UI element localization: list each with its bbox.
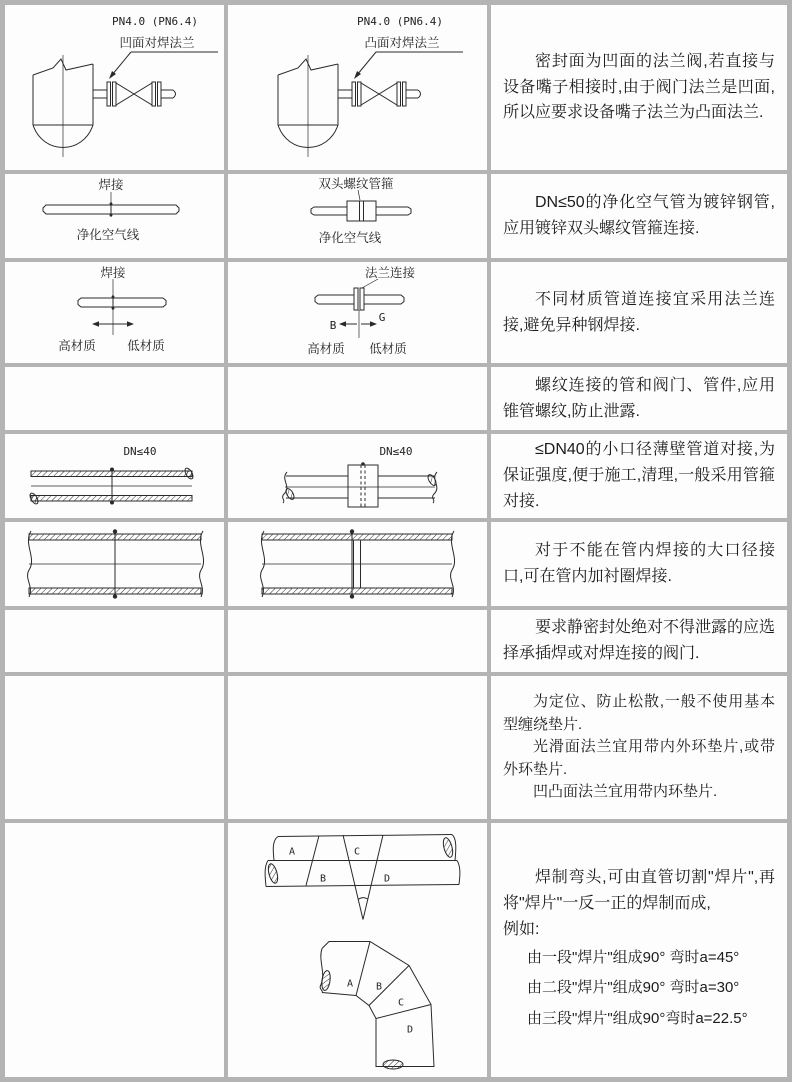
dn40-label: DN≤40	[123, 445, 157, 458]
weld-dot	[350, 594, 354, 598]
cell-r1-note	[491, 5, 787, 170]
note-text: ≤DN40的小口径薄壁管道对接,为保证强度,便于施工,清理,一般采用管箍对接.	[503, 441, 775, 510]
elbow-segment-d-label: D	[406, 1024, 414, 1036]
diagram-concave-weld-flange-valve	[5, 5, 224, 170]
weld-dot	[110, 468, 114, 472]
pipe-drawing	[78, 279, 166, 335]
cell-r7c1-empty	[5, 610, 224, 672]
weld-dot	[361, 462, 365, 466]
cell-r1c2	[228, 5, 487, 170]
cell-r3-note	[491, 262, 787, 363]
cell-r6-note	[491, 522, 787, 606]
air-line-label: 净化空气线	[76, 228, 140, 242]
low-material-label: 低材质	[369, 342, 407, 356]
right-arrowhead	[370, 321, 377, 326]
segment-a-label: A	[288, 846, 296, 858]
pn-rating-label: PN4.0 (PN6.4)	[356, 15, 444, 28]
cell-r2c2	[228, 174, 487, 258]
vessel-and-valve-drawing	[278, 15, 463, 157]
flange-type-label: 凹面对焊法兰	[119, 36, 195, 50]
diagram-large-bore-backing-ring-weld	[228, 522, 487, 606]
cell-r7c2-empty	[228, 610, 487, 672]
cell-r6c2	[228, 522, 487, 606]
cell-r8c1-empty	[5, 676, 224, 819]
gap-b-label: B	[329, 319, 337, 332]
flange-type-label: 凸面对焊法兰	[364, 36, 440, 50]
right-arrowhead	[127, 321, 134, 326]
cell-r5c1	[5, 434, 224, 518]
cell-r4-note	[491, 367, 787, 430]
left-arrowhead	[339, 321, 346, 326]
diagram-convex-weld-flange-valve	[228, 5, 487, 170]
weld-dot	[350, 529, 354, 533]
note-text: 凹凸面法兰宜用带内环垫片.	[533, 783, 718, 801]
weld-label: 焊接	[98, 178, 124, 192]
note-text: 光滑面法兰宜用带内外环垫片,或带外环垫片.	[503, 738, 775, 778]
cut-angle-arc	[358, 898, 368, 900]
cell-r3c1	[5, 262, 224, 363]
cell-r8-note	[491, 676, 787, 819]
gap-g-label: G	[378, 311, 386, 324]
elbow-drawing	[320, 942, 434, 1070]
weld-label: 焊接	[100, 266, 126, 280]
weld-dot	[110, 202, 113, 205]
cell-r3c2	[228, 262, 487, 363]
cell-r9c1-empty	[5, 823, 224, 1077]
elbow-segment-b-label: B	[375, 981, 383, 993]
cell-r6c1	[5, 522, 224, 606]
coupling-label: 双头螺纹管箍	[318, 177, 394, 191]
cell-r5c2	[228, 434, 487, 518]
high-material-label: 高材质	[307, 342, 345, 356]
note-example-heading: 例如:	[503, 920, 540, 938]
cell-r9c2	[228, 823, 487, 1077]
cell-r8c2-empty	[228, 676, 487, 819]
segment-c-label: C	[353, 846, 361, 858]
cell-r2-note	[491, 174, 787, 258]
pipe-drawing	[28, 467, 194, 505]
note-text: DN≤50的净化空气管为镀锌钢管,应用镀锌双头螺纹管箍连接.	[503, 194, 775, 237]
diagram-large-bore-butt-weld	[5, 522, 224, 606]
note-text: 螺纹连接的管和阀门、管件,应用锥管螺纹,防止泄露.	[503, 376, 775, 420]
note-intro: 焊制弯头,可由直管切割"焊片",再将"焊片"一反一正的焊制而成,	[503, 869, 775, 912]
pipe-drawing	[261, 531, 455, 597]
weld-dot	[113, 594, 117, 598]
pipe-drawing	[315, 279, 404, 338]
note-example-1: 由一段"焊片"组成90° 弯时a=45°	[527, 948, 740, 966]
diagram-small-bore-butt-joint	[5, 434, 224, 518]
diagram-welded-air-line	[5, 174, 224, 258]
pipe-drawing	[28, 531, 204, 597]
note-text: 密封面为凹面的法兰阀,若直接与设备嘴子相接时,由于阀门法兰是凹面,所以应要求设备嘴子法兰为凸面法兰.	[503, 52, 775, 122]
diagram-mitered-elbow-segments	[228, 823, 487, 1077]
pipe-drawing	[311, 190, 411, 221]
left-arrowhead	[92, 321, 99, 326]
diagram-small-bore-coupling-joint	[228, 434, 487, 518]
low-material-label: 低材质	[127, 339, 165, 353]
segment-b-label: B	[319, 873, 327, 885]
note-text: 为定位、防止松散,一般不使用基本型缠绕垫片.	[503, 693, 775, 733]
vessel-and-valve-drawing	[33, 52, 218, 157]
diagram-dissimilar-weld	[5, 262, 224, 363]
cell-r2c1	[5, 174, 224, 258]
cell-r7-note	[491, 610, 787, 672]
cell-r4c1-empty	[5, 367, 224, 430]
note-example-3: 由三段"焊片"组成90°弯时a=22.5°	[527, 1010, 748, 1028]
dn40-label: DN≤40	[379, 445, 413, 458]
note-text: 要求静密封处绝对不得泄露的应选择承插焊或对焊连接的阀门.	[503, 619, 776, 662]
diagram-flange-connection-dissimilar	[228, 262, 487, 363]
pn-rating-label: PN4.0 (PN6.4)	[111, 15, 199, 28]
elbow-segment-a-label: A	[346, 978, 354, 990]
note-text: 对于不能在管内焊接的大口径接口,可在管内加衬圈焊接.	[503, 542, 775, 585]
cell-r4c2-empty	[228, 367, 487, 430]
flange-connection-label: 法兰连接	[364, 266, 416, 280]
cell-r5-note	[491, 434, 787, 518]
weld-dot	[112, 307, 115, 310]
pipe-drawing	[283, 465, 438, 507]
high-material-label: 高材质	[58, 339, 96, 353]
cell-r9-note	[491, 823, 787, 1077]
note-example-2: 由二段"焊片"组成90° 弯时a=30°	[527, 979, 740, 997]
note-text: 不同材质管道连接宜采用法兰连接,避免异种钢焊接.	[503, 290, 775, 334]
weld-dot	[110, 214, 113, 217]
diagram-threaded-coupling-air-line	[228, 174, 487, 258]
air-line-label: 净化空气线	[318, 231, 382, 245]
elbow-segment-c-label: C	[397, 997, 405, 1009]
segment-d-label: D	[383, 873, 391, 885]
weld-dot	[110, 501, 114, 505]
cell-r1c1	[5, 5, 224, 170]
weld-dot	[113, 529, 117, 533]
weld-dot	[112, 295, 115, 298]
